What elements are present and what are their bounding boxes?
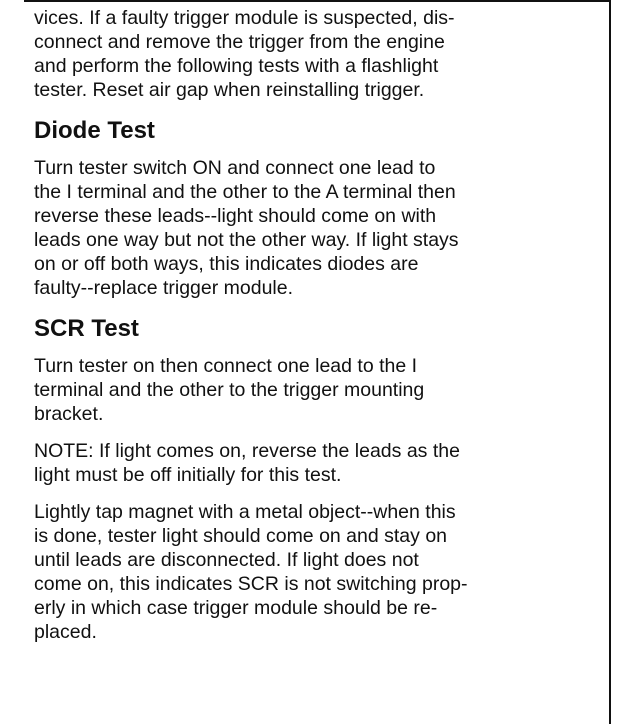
diode-test-line: leads one way but not the other way. If light stays: [34, 229, 459, 251]
scr-note-line: light must be off initially for this test.: [34, 464, 342, 486]
scr-note-paragraph: [34, 439, 600, 487]
intro-paragraph: [34, 6, 600, 102]
diode-test-line: Turn tester switch ON and connect one lead to: [34, 157, 436, 179]
scr-procedure-line: until leads are disconnected. If light does not: [34, 549, 419, 571]
scr-test-line: bracket.: [34, 403, 104, 425]
intro-line: vices. If a faulty trigger module is suspected, dis-: [34, 7, 455, 29]
scr-procedure-line: is done, tester light should come on and stay on: [34, 525, 448, 547]
scr-procedure-line: come on, this indicates SCR is not switching prop-: [34, 573, 468, 595]
diode-test-line: reverse these leads--light should come on with: [34, 205, 437, 227]
right-border-rule: [609, 0, 611, 724]
scr-procedure-line: erly in which case trigger module should be re-: [34, 597, 438, 619]
intro-line: connect and remove the trigger from the engine: [34, 31, 445, 53]
diode-test-heading: Diode Test: [34, 117, 155, 144]
diode-test-paragraph: [34, 156, 600, 300]
intro-line: tester. Reset air gap when reinstalling trigger.: [34, 79, 425, 101]
diode-test-line: the I terminal and the other to the A terminal then: [34, 181, 456, 203]
scr-test-heading: SCR Test: [34, 315, 139, 342]
scr-note-line: NOTE: If light comes on, reverse the leads as the: [34, 440, 460, 462]
scr-procedure-paragraph: [34, 500, 600, 644]
text-column: [34, 6, 600, 644]
scr-test-paragraph: [34, 354, 600, 426]
scr-procedure-line: Lightly tap magnet with a metal object--when this: [34, 501, 456, 523]
scr-procedure-line: placed.: [34, 621, 97, 643]
scr-test-line: terminal and the other to the trigger mounting: [34, 379, 425, 401]
scr-test-line: Turn tester on then connect one lead to the I: [34, 355, 418, 377]
diode-test-line: on or off both ways, this indicates diodes are: [34, 253, 419, 275]
top-border-rule: [24, 0, 610, 2]
diode-test-line: faulty--replace trigger module.: [34, 277, 294, 299]
intro-line: and perform the following tests with a flashlight: [34, 55, 439, 77]
